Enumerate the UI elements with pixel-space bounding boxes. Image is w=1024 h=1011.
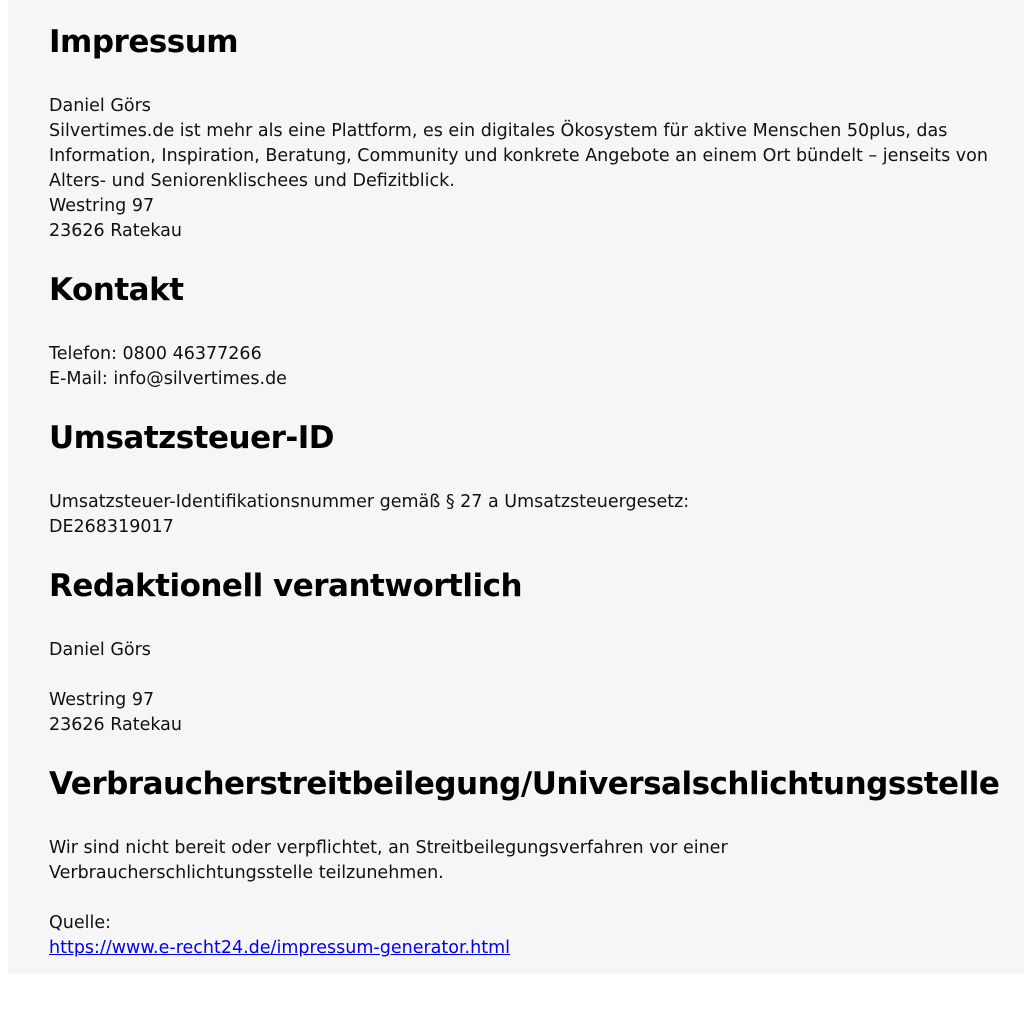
redaktionell-name: Daniel Görs bbox=[49, 640, 151, 660]
kontakt-phone: Telefon: 0800 46377266 bbox=[49, 344, 262, 364]
line-break-spacer bbox=[49, 663, 1009, 688]
impressum-heading: Impressum bbox=[49, 24, 239, 60]
impressum-street: Westring 97 bbox=[49, 196, 155, 216]
line-break-spacer bbox=[49, 886, 1009, 911]
verbraucher-details bbox=[49, 836, 1009, 961]
umsatzsteuer-id: DE268319017 bbox=[49, 517, 174, 537]
impressum-description-line-1: Silvertimes.de ist mehr als eine Plattform, es ein digitales Ökosystem für aktive Menschen 50plus, das bbox=[49, 121, 948, 141]
redaktionell-heading: Redaktionell verantwortlich bbox=[49, 568, 523, 604]
kontakt-email: E-Mail: info@silvertimes.de bbox=[49, 369, 287, 389]
redaktionell-city: 23626 Ratekau bbox=[49, 715, 183, 735]
verbraucher-text-line-2: Verbraucherschlichtungsstelle teilzunehmen. bbox=[49, 863, 444, 883]
impressum-city: 23626 Ratekau bbox=[49, 221, 183, 241]
redaktionell-street: Westring 97 bbox=[49, 690, 155, 710]
page-container bbox=[8, 0, 1024, 974]
source-label: Quelle: bbox=[49, 913, 112, 933]
umsatzsteuer-heading: Umsatzsteuer-ID bbox=[49, 420, 335, 456]
redaktionell-details bbox=[49, 638, 1009, 738]
main-content bbox=[49, 0, 1009, 961]
verbraucher-heading: Verbraucherstreitbeilegung/Universalschlichtungsstelle bbox=[49, 766, 1000, 802]
kontakt-details bbox=[49, 342, 1009, 392]
impressum-description-line-2: Information, Inspiration, Beratung, Community und konkrete Angebote an einem Ort bündelt – jenseits von bbox=[49, 146, 988, 166]
impressum-description-line-3: Alters- und Seniorenklischees und Defizitblick. bbox=[49, 171, 455, 191]
verbraucher-text-line-1: Wir sind nicht bereit oder verpflichtet, an Streitbeilegungsverfahren vor einer bbox=[49, 838, 728, 858]
impressum-name: Daniel Görs bbox=[49, 96, 151, 116]
umsatzsteuer-details bbox=[49, 490, 1009, 540]
source-link[interactable]: https://www.e-recht24.de/impressum-generator.html bbox=[49, 938, 510, 958]
umsatzsteuer-label: Umsatzsteuer-Identifikationsnummer gemäß § 27 a Umsatzsteuergesetz: bbox=[49, 492, 690, 512]
kontakt-heading: Kontakt bbox=[49, 272, 184, 308]
impressum-details bbox=[49, 94, 1009, 244]
